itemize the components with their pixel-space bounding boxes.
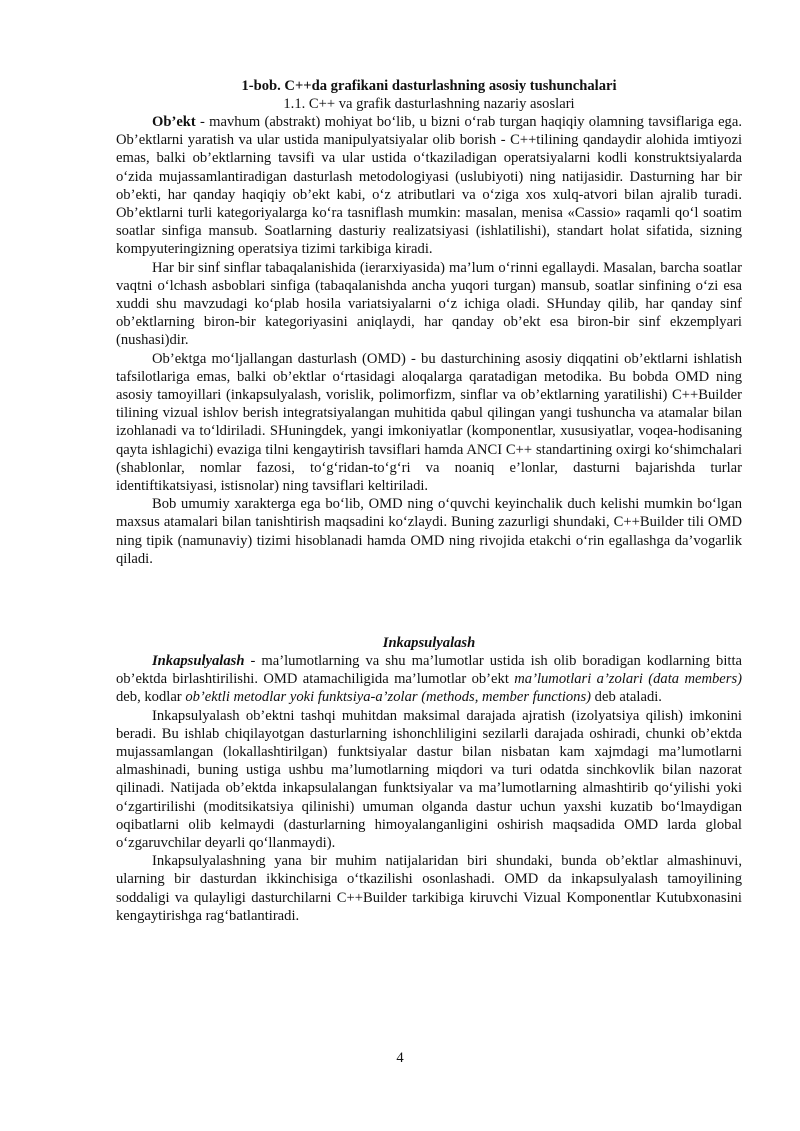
definition-italic-2: ob’ektli metodlar yoki funktsiya-a’zolar (methods, member functions): [185, 689, 592, 706]
chapter-title: 1-bob. C++da grafikani dasturlashning asosiy tushunchalari: [241, 78, 617, 94]
page-number: 4: [396, 1050, 404, 1066]
paragraph-encapsulation-definition: [116, 652, 742, 707]
body-text-top: [116, 113, 742, 568]
paragraph-chapter-summary: Bob umumiy xarakterga ega bo‘lib, OMD ning o‘quvchi keyinchalik duch kelishi mumkin bo‘lgan maxsus atamalari bilan tanishtirish maqsadini ko‘zlaydi. Buning zazurligi shundaki, C++Builder tili OMD ning tipik (namunaviy) tizimi hisoblanadi hamda OMD ning rivojida etakchi o‘rin egallashga da’vogarlik qiladi.: [116, 496, 742, 567]
definition-text-3: deb ataladi.: [591, 689, 662, 706]
paragraph-object-text: - mavhum (abstrakt) mohiyat bo‘lib, u bizni o‘rab turgan haqiqiy olamning tavsiflariga ega. Ob’ektlarni yaratish va ular ustida manipulyatsiyalar olib borish - C++tilining qandaydir alohida imtiyozi emas, balki ob’ektlarning tavsifi va ular ustida o‘tkaziladigan operatsiyalarni kodli konstruktsiyalarda o‘zida mujassamlantiradigan dasturlash metodologiyasi (uslubiyoti) ning natijasidir. Dasturning har bir ob’ekti, har qanday haqiqiy ob’ekt kabi, o‘z atributlari va o‘ziga xos xulq-atvori bilan ajralib turadi. Ob’ektlarni turli kategoriyalarga ko‘ra tasniflash mumkin: masalan, menisa «Cassio» raqamli qo‘l soatim soatlar sinfiga mansub. Soatlarning dasturiy realizatsiyasi (ishlatilishi), standart holat sifatida, sizning kompyuteringizning operatsiya tizimi tarkibiga kiradi.: [116, 114, 742, 258]
paragraph-omd: Ob’ektga mo‘ljallangan dasturlash (OMD) - bu dasturchining asosiy diqqatini ob’ektlarni ishlatish tafsilotlariga emas, balki ob’ektlar o‘rtasidagi aloqalarga qaratadigan metodika. Bu bobda OMD ning asosiy tamoyillari (inkapsulyalash, vorislik, polimorfizm, sinflar va ob’ektlarning yaratilishi) C++Builder tilining vizual ishlov berish integratsiyalangan muhitida qabul qilingan yangi tushuncha va atamalar bilan izohlanadi va to‘ldiriladi. SHuningdek, yangi imkoniyatlar (komponentlar, xususiyatlar, voqea-hodisaning qayta ishlagichi) evaziga tilni kengaytirish tavsiflari hamda ANCI C++ standartining oxirgi ko‘shimchalari (shablonlar, nomlar fazosi, to‘g‘ridan-to‘g‘ri va noaniq e’lonlar, dasturni bajarishda turlar identiftikatsiyasi, istisnolar) ning tavsiflari keltiriladi.: [116, 350, 742, 495]
term-encapsulation: Inkapsulyalash: [152, 653, 245, 669]
definition-text-2: deb, kodlar: [116, 689, 186, 706]
paragraph-isolation: Inkapsulyalash ob’ektni tashqi muhitdan maksimal darajada ajratish (izolyatsiya qilish) imkonini beradi. Bu ishlab chiqilayotgan dasturlarning ishonchliligini sezilarli darajada oshiradi, chunki ob’ektda mujassamlangan (lokallashtirilgan) funktsiyalar dastur bilan nisbatan kam xajmdagi ma’lumotlarni almashinadi, buning ustiga ushbu ma’lumotlarning miqdori va turi odatda sinchkovlik bilan nazorat qilinadi. Natijada ob’ektda inkapsulalangan funktsiyalar va ma’lumotlarning almashtirib qo‘yilishi yoki o‘zgartirilishi (moditsikatsiya qilinishi) umuman olganda dastur uchun yaxshi kuzatib bo‘lmaydigan oqibatlarni olib kelmaydi (dasturlarning himoyalanganligini oshirish maqsadida OMD larda global o‘zgaruvchilar deyarli qo‘llanmaydi).: [116, 707, 742, 852]
body-text-bottom: [116, 652, 742, 925]
section-heading-encapsulation: Inkapsulyalash: [382, 635, 476, 651]
section-title: 1.1. C++ va grafik dasturlashning nazariy asoslari: [283, 96, 575, 112]
paragraph-object: [116, 113, 742, 259]
term-object: Ob’ekt: [152, 114, 196, 130]
definition-italic-1: ma’lumotlari a’zolari (data members): [514, 671, 742, 688]
paragraph-class-hierarchy: Har bir sinf sinflar tabaqalanishida (ierarxiyasida) ma’lum o‘rinni egallaydi. Masalan, barcha soatlar vaqtni o‘lchash asboblari sinfiga (tabaqalanishda ancha yuqori turgan) mansub, soatlar sinfining o‘zi esa xuddi shu mavzudagi ko‘plab hosila variatsiyalarni o‘z ichiga oladi. SHunday qilib, har qanday sinf ob’ektlarning biron-bir kategoriyasini aniqlaydi, har qanday ob’ekt esa biron-bir sinf ekzemplyari (nushasi)dir.: [116, 259, 742, 349]
definition-text-1: - ma’lumotlarning va shu ma’lumotlar ustida ish olib boradigan kodlarning bitta ob’ektda birlashtirilishi. OMD atamachiligida ma’lumotlar ob’ekt: [116, 653, 742, 688]
paragraph-encapsulation-result: Inkapsulyalashning yana bir muhim natijalaridan biri shundaki, bunda ob’ektlar almashinuvi, ularning bir dasturdan ikkinchisiga o‘tkazilishi osonlashadi. OMD da inkapsulyalash tamoyilining soddaligi va qulayligi dasturchilarni C++Builder tarkibiga kiruvchi Vizual Komponentlar Kutubxonasini kengaytirishga rag‘batlantiradi.: [116, 853, 742, 924]
